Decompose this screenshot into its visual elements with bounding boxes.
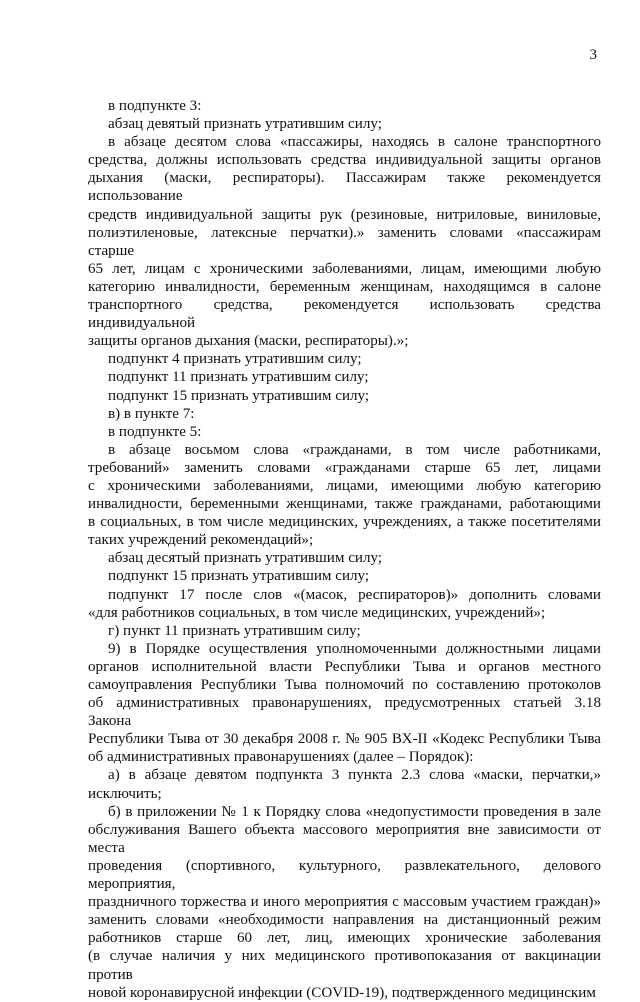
text-line: полиэтиленовые, латексные перчатки).» заменить словами «пассажирам старше — [88, 224, 601, 259]
text-line: абзац девятый признать утратившим силу; — [108, 116, 382, 133]
text-line: в социальных, в том числе медицинских, учреждениях, а также посетителями — [88, 514, 601, 531]
text-line: требований» заменить словами «гражданами старше 65 лет, лицами — [88, 459, 601, 476]
text-line: об административных правонарушениях, предусмотренных статьей 3.18 Закона — [88, 695, 601, 730]
text-line: 9) в Порядке осуществления уполномоченными должностными лицами — [108, 640, 601, 657]
text-line: средств индивидуальной защиты рук (резиновые, нитриловые, виниловые, — [88, 206, 601, 223]
text-line: 65 лет, лицам с хроническими заболеваниями, лицам, имеющими любую — [88, 260, 601, 277]
text-line: подпункт 11 признать утратившим силу; — [108, 369, 369, 386]
text-line: транспортного средства, рекомендуется использовать средства индивидуальной — [88, 297, 601, 332]
text-line: заменить словами «необходимости направления на дистанционный режим — [88, 912, 601, 929]
text-line: в) в пункте 7: — [108, 405, 195, 422]
text-line: с хроническими заболеваниями, лицами, имеющими любую категорию — [88, 477, 601, 494]
text-line: подпункт 4 признать утратившим силу; — [108, 351, 362, 368]
text-line: самоуправления Республики Тыва полномочий по составлению протоколов — [88, 677, 601, 693]
text-line: защиты органов дыхания (маски, респираторы).»; — [88, 333, 409, 350]
text-line: Республики Тыва от 30 декабря 2008 г. № 905 ВХ-II «Кодекс Республики Тыва — [88, 731, 601, 748]
text-line: абзац десятый признать утратившим силу; — [108, 550, 383, 567]
page-number: 3 — [589, 47, 597, 63]
paragraph — [88, 549, 601, 567]
paragraph — [88, 567, 601, 585]
paragraph — [88, 640, 601, 767]
text-line: органов исполнительной власти Республики Тыва и органов местного — [88, 658, 601, 675]
text-line: исключить; — [88, 785, 162, 802]
paragraph — [88, 441, 601, 550]
text-line: в абзаце восьмом слова «гражданами, в том числе работниками, — [108, 441, 601, 458]
text-line: в абзаце десятом слова «пассажиры, находясь в салоне транспортного — [108, 134, 601, 151]
text-line: обслуживания Вашего объекта массового мероприятия вне зависимости от места — [88, 821, 601, 856]
text-line: проведения (спортивного, культурного, развлекательного, делового мероприятия, — [88, 857, 601, 893]
paragraph — [88, 586, 601, 622]
paragraph — [88, 803, 601, 1002]
text-line: г) пункт 11 признать утратившим силу; — [108, 622, 361, 639]
paragraph — [88, 766, 601, 802]
text-line: подпункт 17 после слов «(масок, респираторов)» дополнить словами — [108, 586, 601, 603]
paragraph — [88, 405, 601, 423]
text-line: дыхания (маски, респираторы). Пассажирам также рекомендуется использование — [88, 170, 601, 205]
text-line: а) в абзаце девятом подпункта 3 пункта 2.3 слова «маски, перчатки,» — [108, 767, 601, 784]
text-line: таких учреждений рекомендаций»; — [88, 532, 314, 549]
paragraph — [88, 387, 601, 405]
document-body — [88, 97, 601, 1002]
paragraph — [88, 423, 601, 441]
paragraph — [88, 115, 601, 133]
text-line: подпункт 15 признать утратившим силу; — [108, 387, 370, 404]
text-line: «для работников социальных, в том числе медицинских, учреждений»; — [88, 604, 546, 621]
paragraph — [88, 622, 601, 640]
text-line: инвалидности, беременными женщинами, также гражданами, работающими — [88, 496, 601, 513]
text-line: праздничного торжества и иного мероприятия с массовым участием граждан)» — [88, 894, 601, 911]
text-line: в подпункте 5: — [108, 423, 202, 440]
text-line: средства, должны использовать средства индивидуальной защиты органов — [88, 152, 601, 169]
text-line: в подпункте 3: — [108, 98, 202, 114]
text-line: об административных правонарушениях (далее – Порядок): — [88, 749, 474, 766]
text-line: категорию инвалидности, беременным женщинам, находящимся в салоне — [88, 278, 601, 295]
paragraph — [88, 133, 601, 350]
text-line: (в случае наличия у них медицинского противопоказания от вакцинации против — [88, 948, 601, 983]
text-line: б) в приложении № 1 к Порядку слова «недопустимости проведения в зале — [108, 803, 601, 820]
text-line: подпункт 15 признать утратившим силу; — [108, 568, 370, 585]
text-line: новой коронавирусной инфекции (COVID-19), подтвержденного медицинским — [88, 984, 596, 1001]
text-line: работников старше 60 лет, лиц, имеющих хронические заболевания — [88, 930, 601, 947]
paragraph — [88, 350, 601, 368]
paragraph — [88, 368, 601, 386]
paragraph — [88, 97, 601, 115]
